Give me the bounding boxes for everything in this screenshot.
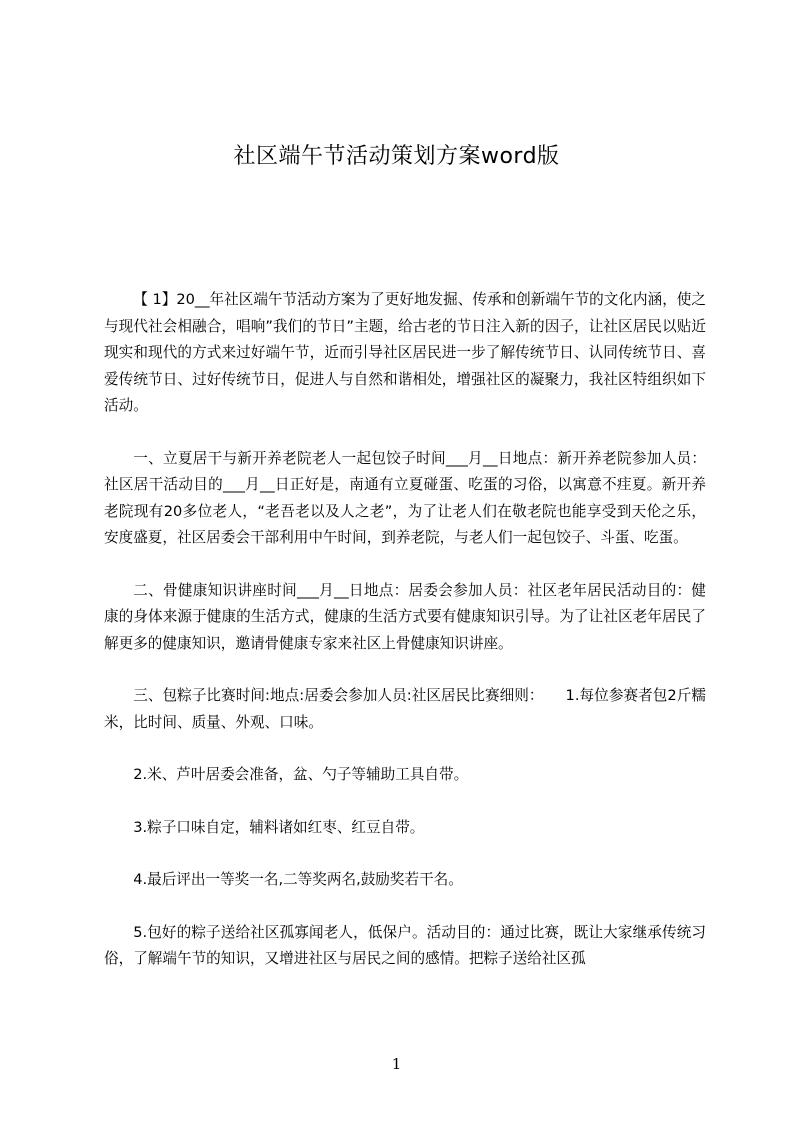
paragraph-activity-1: 一、立夏居干与新开养老院老人一起包饺子时间___月__日地点：新开养老院参加人员：社区居干活动目的___月__日正好是，南通有立夏碰蛋、吃蛋的习俗，以寓意不疰夏。新开养老院现有20多位老人，“老吾老以及人之老”，为了让老人们在敬老院也能享受到天伦之乐，安度盛夏，社区居委会干部利用中午时间，到养老院，与老人们一起包饺子、斗蛋、吃蛋。 (104, 449, 706, 546)
document-title: 社区端午节活动策划方案word版 (233, 144, 560, 169)
paragraph-rule-4: 4.最后评出一等奖一名,二等奖两名,鼓励奖若干名。 (133, 871, 463, 888)
paragraph-rule-3: 3.粽子口味自定，辅料诸如红枣、红豆自带。 (133, 818, 425, 836)
page-number: 1 (391, 1055, 402, 1073)
paragraph-rule-5: 5.包好的粽子送给社区孤寡闻老人，低保户。活动目的：通过比赛，既让大家继承传统习俗，了解端午节的知识，又增进社区与居民之间的感情。把粽子送给社区孤 (104, 923, 706, 967)
paragraph-rule-2: 2.米、芦叶居委会准备，盆、勺子等辅助工具自带。 (133, 766, 469, 783)
paragraph-activity-2: 二、骨健康知识讲座时间___月__日地点：居委会参加人员：社区老年居民活动目的：健康的身体来源于健康的生活方式，健康的生活方式要有健康知识引导。为了让社区老年居民了解更多的健康知识，邀请骨健康专家来社区上骨健康知识讲座。 (104, 581, 706, 652)
document-body (104, 287, 706, 999)
paragraph-intro: 【 1】20__年社区端午节活动方案为了更好地发掘、传承和创新端午节的文化内涵，使之与现代社会相融合，唱响”我们的节日”主题，给古老的节日注入新的因子，让社区居民以贴近现实和现代的方式来过好端午节，近而引导社区居民进一步了解传统节日、认同传统节日、喜爱传统节日、过好传统节日，促进人与自然和谐相处，增强社区的凝聚力，我社区特组织如下活动。 (104, 291, 706, 414)
paragraph-activity-3: 三、包粽子比赛时间:地点:居委会参加人员:社区居民比赛细则： 1.每位参赛者包2斤糯米，比时间、质量、外观、口味。 (104, 687, 706, 731)
